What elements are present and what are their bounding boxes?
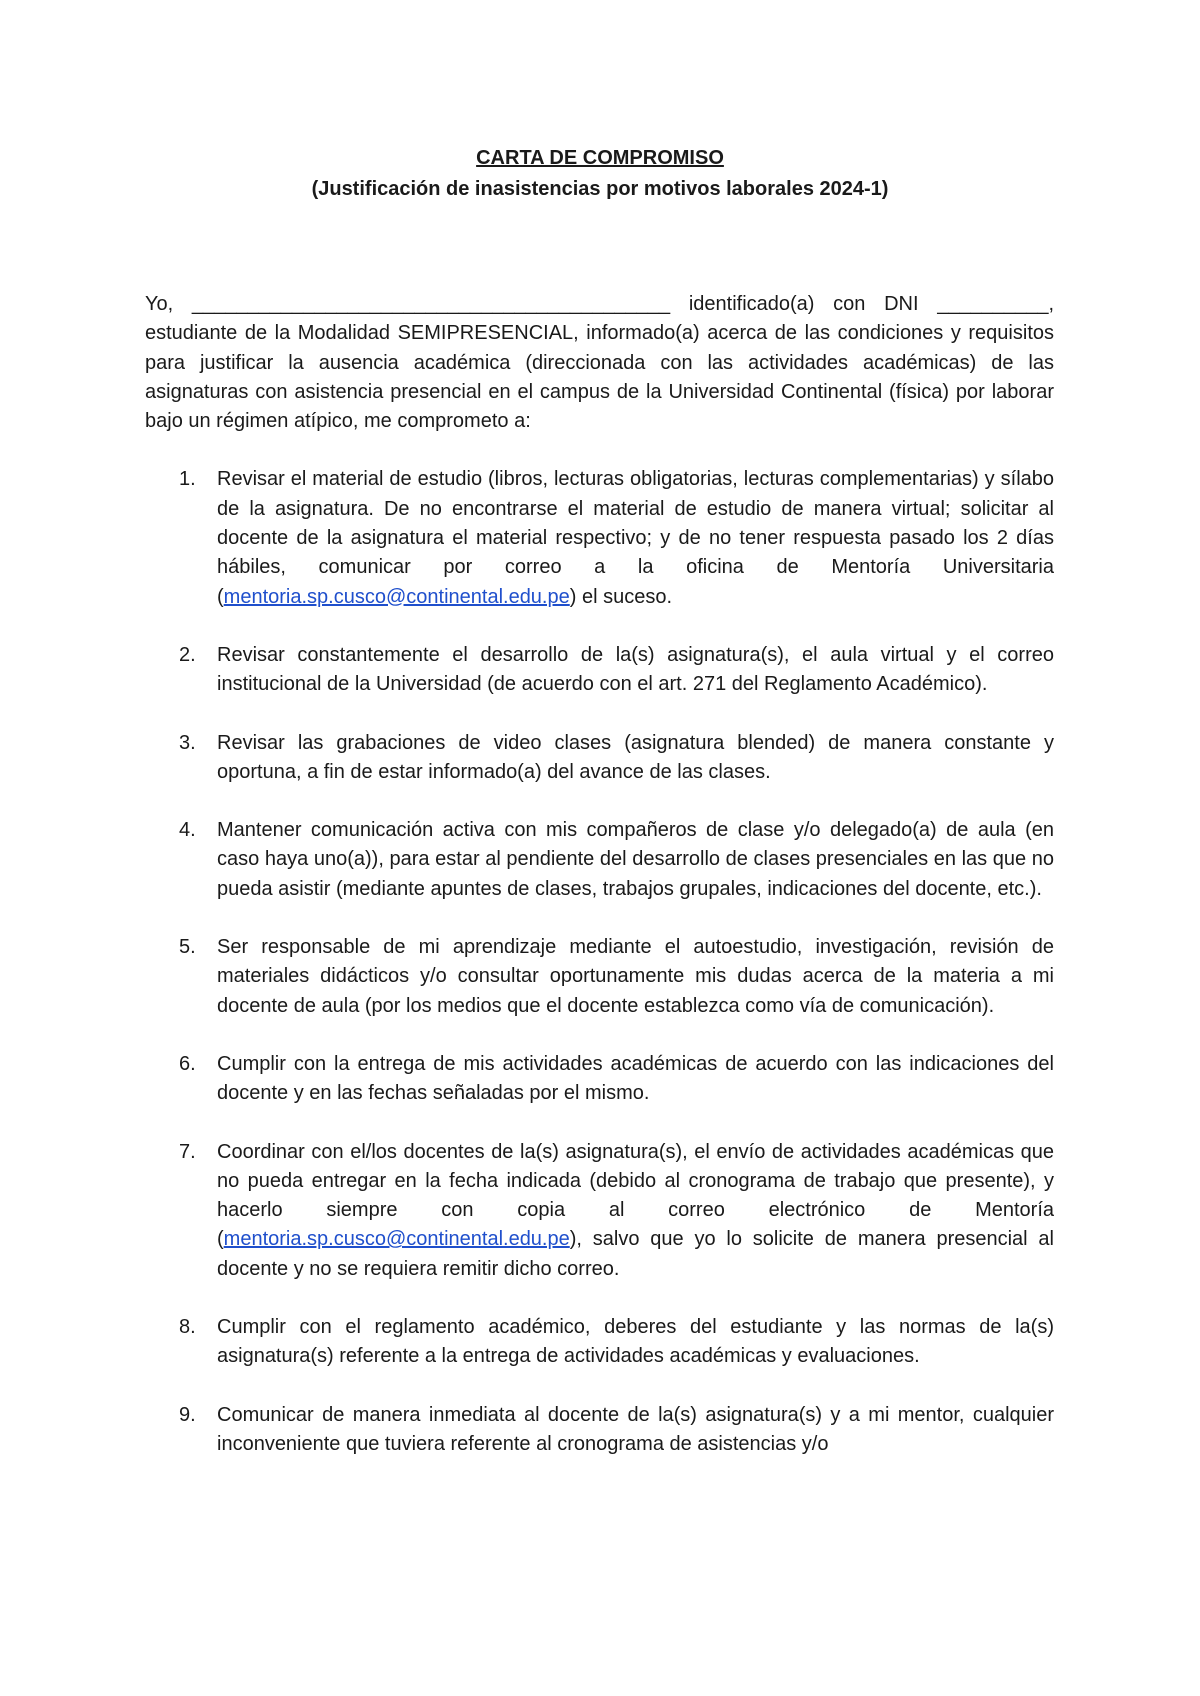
list-item — [145, 1138, 1054, 1284]
list-item-number: 9. — [179, 1403, 196, 1426]
list-item-text: Ser responsable de mi aprendizaje mediante el autoestudio, investigación, revisión de materiales didácticos y/o consultar oportunamente mis dudas acerca de la materia a mi docente de aula (por los medios que el docente establezca como vía de comunicación). — [217, 936, 1054, 1017]
list-item-number: 7. — [179, 1140, 196, 1163]
list-item-text: Revisar las grabaciones de video clases (asignatura blended) de manera constante y oportuna, a fin de estar informado(a) del avance de las clases. — [217, 731, 1054, 783]
list-item-text: Cumplir con la entrega de mis actividades académicas de acuerdo con las indicaciones del docente y en las fechas señaladas por el mismo. — [217, 1052, 1054, 1105]
document-body — [145, 290, 1054, 1488]
list-item-text-end: ) el suceso. — [569, 585, 673, 608]
list-item-text: Revisar el material de estudio (libros, lecturas obligatorias, lecturas complementarias) y sílabo de la asignatura. De no encontrarse el material de estudio de manera virtual; solicitar al docente de la asignatura el material respectivo; y de no tener respuesta pasado los 2 días hábiles, comunicar por correo a la oficina de Mentoría Universitaria ( — [217, 468, 1054, 608]
list-item-text: Revisar constantemente el desarrollo de la(s) asignatura(s), el aula virtual y el correo institucional de la Universidad (de acuerdo con el art. 271 del Reglamento Académico). — [217, 643, 1054, 696]
list-item — [145, 465, 1054, 611]
list-item-text: Mantener comunicación activa con mis compañeros de clase y/o delegado(a) de aula (en caso haya uno(a)), para estar al pendiente del desarrollo de clases presenciales en las que no pueda asistir (mediante apuntes de clases, trabajos grupales, indicaciones del docente, etc.). — [217, 819, 1054, 900]
commitment-list — [145, 465, 1054, 1459]
intro-paragraph: Yo, ___________________________________________ identificado(a) con DNI __________, estudiante de la Modalidad SEMIPRESENCIAL, informado(a) acerca de las condiciones y requisitos para justificar la ausencia académica (direccionada con las actividades académicas) de las asignaturas con asistencia presencial en el campus de la Universidad Continental (física) por laborar bajo un régimen atípico, me comprometo a: — [145, 293, 1054, 433]
list-item — [145, 641, 1054, 700]
list-item-number: 2. — [179, 643, 196, 666]
list-item — [145, 1313, 1054, 1372]
list-item-number: 6. — [179, 1052, 196, 1075]
list-item-number: 8. — [179, 1316, 196, 1339]
list-item-text-end: ), salvo que yo lo solicite de manera presencial al docente y no se requiera remitir dicho correo. — [217, 1228, 1054, 1280]
list-item-number: 5. — [179, 936, 196, 959]
list-item-number: 3. — [179, 731, 196, 754]
document-title: CARTA DE COMPROMISO — [476, 147, 724, 169]
list-item-text: Cumplir con el reglamento académico, deberes del estudiante y las normas de la(s) asignatura(s) referente a la entrega de actividades académicas y evaluaciones. — [217, 1316, 1054, 1368]
document-subtitle: (Justificación de inasistencias por motivos laborales 2024-1) — [311, 178, 889, 200]
list-item — [145, 933, 1054, 1021]
email-link[interactable]: mentoria.sp.cusco@continental.edu.pe — [223, 585, 570, 608]
list-item-text: Coordinar con el/los docentes de la(s) asignatura(s), el envío de actividades académicas que no pueda entregar en la fecha indicada (debido al cronograma de trabajo que presente), y hacerlo siempre con copia al correo electrónico de Mentoría ( — [217, 1140, 1054, 1251]
list-item-number: 1. — [179, 468, 196, 491]
list-item-text: Comunicar de manera inmediata al docente de la(s) asignatura(s) y a mi mentor, cualquier inconveniente que tuviera referente al cronograma de asistencias y/o — [217, 1403, 1054, 1455]
document-header — [0, 144, 1200, 204]
list-item — [145, 1401, 1054, 1460]
list-item — [145, 1050, 1054, 1109]
list-item — [145, 729, 1054, 788]
list-item — [145, 816, 1054, 904]
list-item-number: 4. — [179, 819, 196, 842]
email-link[interactable]: mentoria.sp.cusco@continental.edu.pe — [223, 1228, 570, 1251]
